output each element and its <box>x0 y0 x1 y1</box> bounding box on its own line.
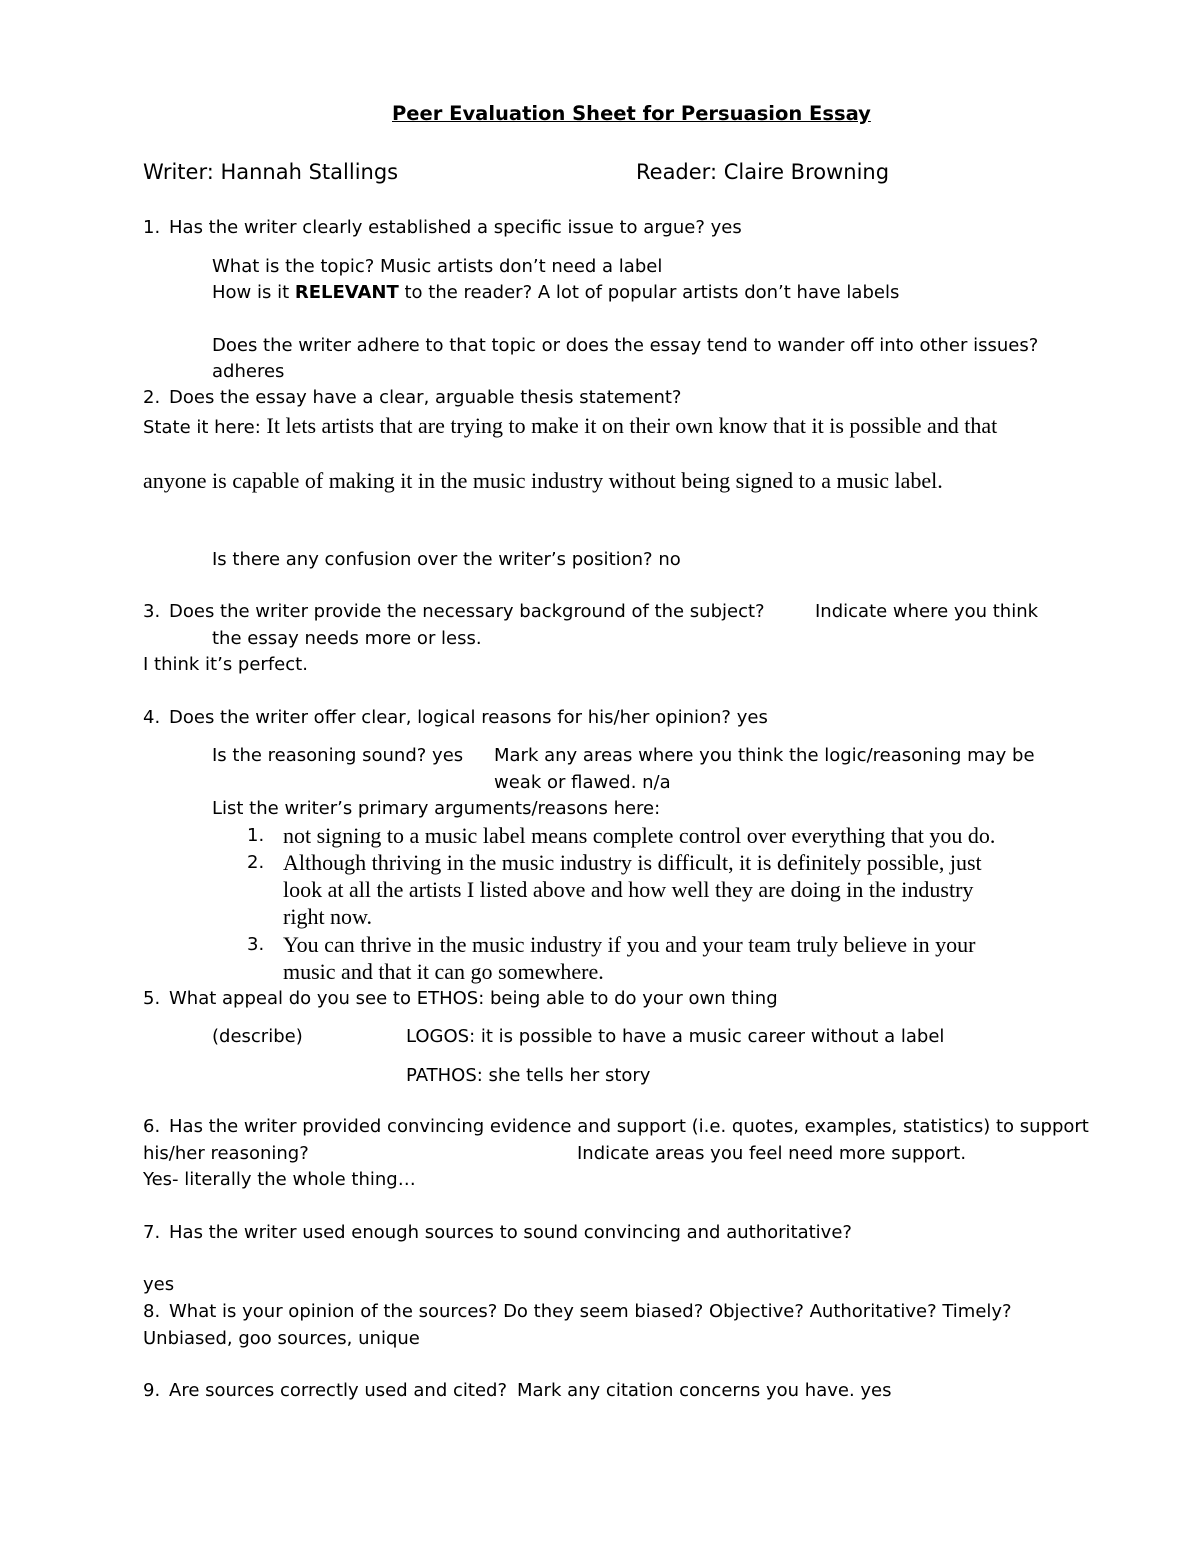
question-number: 7. <box>143 1222 161 1243</box>
reason-text: music and that it can go somewhere. <box>283 959 604 984</box>
question-text: Does the writer offer clear, logical reasons for his/her opinion? yes <box>169 707 768 728</box>
q6-indicate: Indicate areas you feel need more support. <box>577 1143 967 1164</box>
question-number: 2. <box>143 387 161 408</box>
q7-answer: yes <box>143 1274 175 1295</box>
q2-thesis-line2: anyone is capable of making it in the music industry without being signed to a music label. <box>143 468 943 493</box>
question-number: 9. <box>143 1380 161 1401</box>
q2-confusion: Is there any confusion over the writer’s position? no <box>212 549 681 570</box>
relevant-answer: to the reader? A lot of popular artists don’t have labels <box>398 282 900 303</box>
question-number: 5. <box>143 988 161 1009</box>
question-1 <box>143 217 742 239</box>
q4-sound: Is the reasoning sound? yes <box>212 745 464 766</box>
question-text: Has the writer clearly established a specific issue to argue? yes <box>169 217 742 238</box>
relevant-bold: RELEVANT <box>294 282 399 303</box>
q5-describe: (describe) <box>212 1026 303 1047</box>
q4-mark-line1: Mark any areas where you think the logic/reasoning may be <box>494 745 1035 766</box>
q6-answer: Yes- literally the whole thing… <box>143 1169 416 1190</box>
q1-relevant <box>212 282 899 304</box>
reason-text: not signing to a music label means complete control over everything that you do. <box>283 823 996 848</box>
reason-text: right now. <box>283 904 373 929</box>
question-9 <box>143 1380 507 1402</box>
question-7 <box>143 1222 852 1244</box>
q1-topic: What is the topic? Music artists don’t need a label <box>212 256 663 277</box>
question-5 <box>143 988 778 1010</box>
question-text: Has the writer provided convincing evidence and support (i.e. quotes, examples, statistics) to support <box>169 1116 1089 1137</box>
reader-name: Reader: Claire Browning <box>636 160 890 184</box>
writer-name: Writer: Hannah Stallings <box>143 160 399 184</box>
question-text: What is your opinion of the sources? Do they seem biased? Objective? Authoritative? Timely? <box>169 1301 1012 1322</box>
q1-adhere-answer: adheres <box>212 361 285 382</box>
question-number: 3. <box>143 601 161 622</box>
state-it-label: State it here: <box>143 417 261 438</box>
q2-thesis-line1 <box>143 413 997 439</box>
question-text: Does the essay have a clear, arguable thesis statement? <box>169 387 682 408</box>
thesis-text: It lets artists that are trying to make it on their own know that it is possible and that <box>266 413 998 438</box>
page-title: Peer Evaluation Sheet for Persuasion Essay <box>392 102 871 125</box>
question-3 <box>143 601 765 623</box>
reason-number: 1. <box>247 825 265 846</box>
question-number: 4. <box>143 707 161 728</box>
q4-list-label: List the writer’s primary arguments/reasons here: <box>212 798 661 819</box>
question-text: Are sources correctly used and cited? <box>169 1380 507 1401</box>
question-number: 1. <box>143 217 161 238</box>
q3-answer: I think it’s perfect. <box>143 654 308 675</box>
q9-mark: Mark any citation concerns you have. yes <box>517 1380 892 1401</box>
reason-number: 3. <box>247 934 265 955</box>
reason-text: You can thrive in the music industry if you and your team truly believe in your <box>283 932 976 957</box>
reason-text: look at all the artists I listed above and how well they are doing in the industry <box>283 877 974 902</box>
reason-number: 2. <box>247 852 265 873</box>
q6-text-cont: his/her reasoning? <box>143 1143 309 1164</box>
question-6 <box>143 1116 1089 1138</box>
q8-answer: Unbiased, goo sources, unique <box>143 1328 420 1349</box>
question-text: What appeal do you see to ETHOS: being able to do your own thing <box>169 988 778 1009</box>
question-number: 6. <box>143 1116 161 1137</box>
q3-indicate-cont: the essay needs more or less. <box>212 628 482 649</box>
question-number: 8. <box>143 1301 161 1322</box>
q1-adhere: Does the writer adhere to that topic or does the essay tend to wander off into other issues? <box>212 335 1039 356</box>
reason-text: Although thriving in the music industry is difficult, it is definitely possible, just <box>283 850 982 875</box>
question-text: Has the writer used enough sources to sound convincing and authoritative? <box>169 1222 852 1243</box>
q4-mark-line2: weak or flawed. n/a <box>494 772 671 793</box>
q5-pathos: PATHOS: she tells her story <box>406 1065 651 1086</box>
question-4 <box>143 707 768 729</box>
relevant-prefix: How is it <box>212 282 295 303</box>
question-8 <box>143 1301 1012 1323</box>
q5-logos: LOGOS: it is possible to have a music career without a label <box>406 1026 945 1047</box>
question-2 <box>143 387 681 409</box>
q3-indicate: Indicate where you think <box>815 601 1039 622</box>
question-text: Does the writer provide the necessary background of the subject? <box>169 601 765 622</box>
